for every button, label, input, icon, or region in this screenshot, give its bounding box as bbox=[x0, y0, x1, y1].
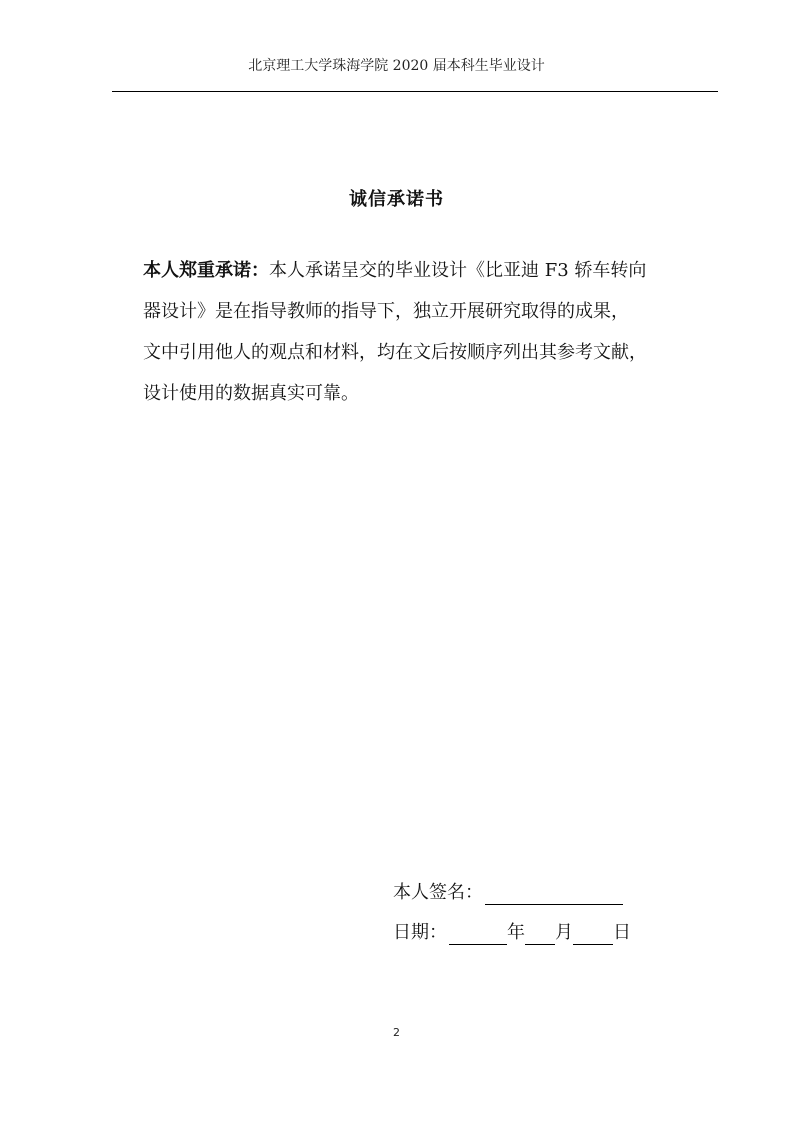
signature-blank[interactable] bbox=[485, 876, 623, 905]
signer-label: 本人签名： bbox=[393, 882, 483, 903]
year-label: 年 bbox=[507, 922, 525, 943]
header-divider bbox=[112, 91, 718, 92]
running-header: 北京理工大学珠海学院 2020 届本科生毕业设计 bbox=[248, 58, 545, 74]
page-number: 2 bbox=[393, 1026, 400, 1039]
pledge-line-1-text: 本人承诺呈交的毕业设计《比亚迪 F3 轿车转向 bbox=[269, 260, 647, 281]
pledge-line-3: 文中引用他人的观点和材料，均在文后按顺序列出其参考文献， bbox=[143, 342, 647, 363]
pledge-line-2: 器设计》是在指导教师的指导下，独立开展研究取得的成果， bbox=[143, 301, 629, 322]
month-label: 月 bbox=[555, 922, 573, 943]
pledge-line-1 bbox=[143, 250, 703, 291]
document-title: 诚信承诺书 bbox=[349, 189, 444, 210]
pledge-lead: 本人郑重承诺： bbox=[143, 260, 269, 281]
date-label: 日期： bbox=[393, 922, 447, 943]
pledge-paragraph bbox=[143, 250, 703, 414]
month-blank[interactable] bbox=[525, 916, 555, 945]
year-blank[interactable] bbox=[449, 916, 507, 945]
pledge-line-4: 设计使用的数据真实可靠。 bbox=[143, 383, 359, 404]
day-label: 日 bbox=[613, 922, 631, 943]
date-row bbox=[393, 913, 631, 953]
signer-row bbox=[393, 873, 631, 913]
signature-block bbox=[393, 873, 631, 953]
day-blank[interactable] bbox=[573, 916, 613, 945]
